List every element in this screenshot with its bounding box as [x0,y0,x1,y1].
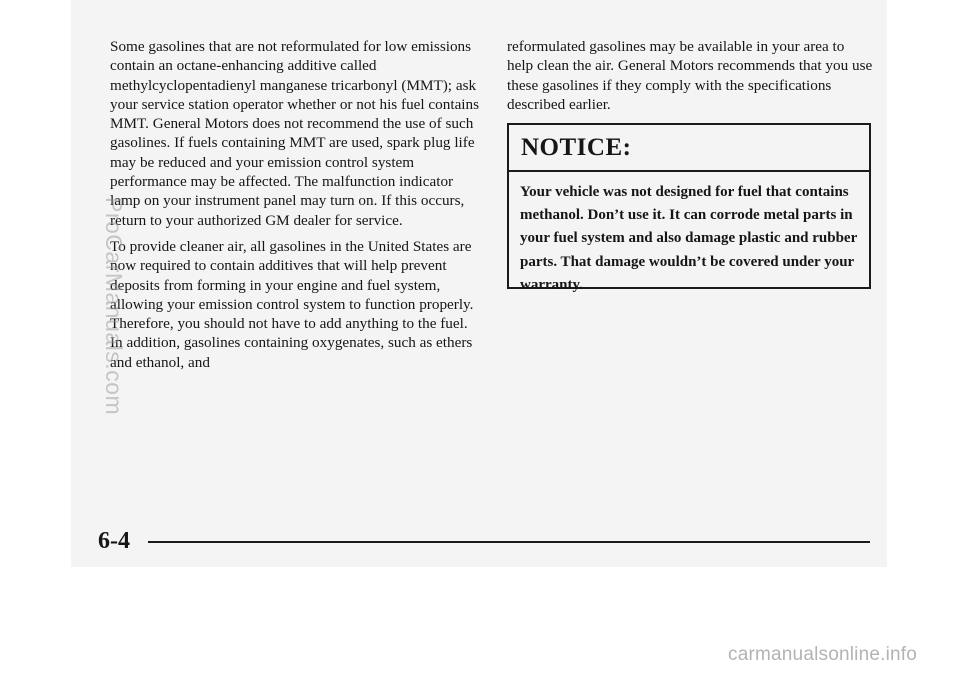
footer-rule [148,541,870,543]
left-column [110,37,482,379]
bottom-watermark: carmanualsonline.info [728,644,918,665]
cleaner-air-paragraph: To provide cleaner air, all gasolines in the United States are now required to contain additives that will help prevent deposits from forming in your engine and fuel system, allowing your emission control system to function properly. Therefore, you should not have to add anything to the fuel. In addition, gasolines containing oxygenates, such as ethers and ethanol, and [110,237,474,371]
notice-box [507,123,871,293]
mmt-paragraph: Some gasolines that are not reformulated for low emissions contain an octane-enhancing additive called methylcyclopentadienyl manganese tricarbonyl (MMT); ask your service station operator whether or not his fuel contains MMT. General Motors does not recommend the use of such gasolines. If fuels containing MMT are used, spark plug life may be reduced and your emission control system performance may be affected. The malfunction indicator lamp on your instrument panel may turn on. If this occurs, return to your authorized GM dealer for service. [110,38,480,229]
page-number: 6-4 [98,528,130,554]
notice-body: Your vehicle was not designed for fuel that contains methanol. Don’t use it. It can corrode metal parts in your fuel system and also damage plastic and rubber parts. That damage wouldn’t be covered under your warranty. [520,184,857,293]
notice-heading: NOTICE: [509,125,869,172]
reformulated-gasoline-paragraph: reformulated gasolines may be available in your area to help clean the air. General Motors recommends that you use these gasolines if they comply with the specifications described earlier. [507,38,873,113]
right-column [507,37,873,114]
side-watermark: ProCarManuals.com [101,197,127,416]
